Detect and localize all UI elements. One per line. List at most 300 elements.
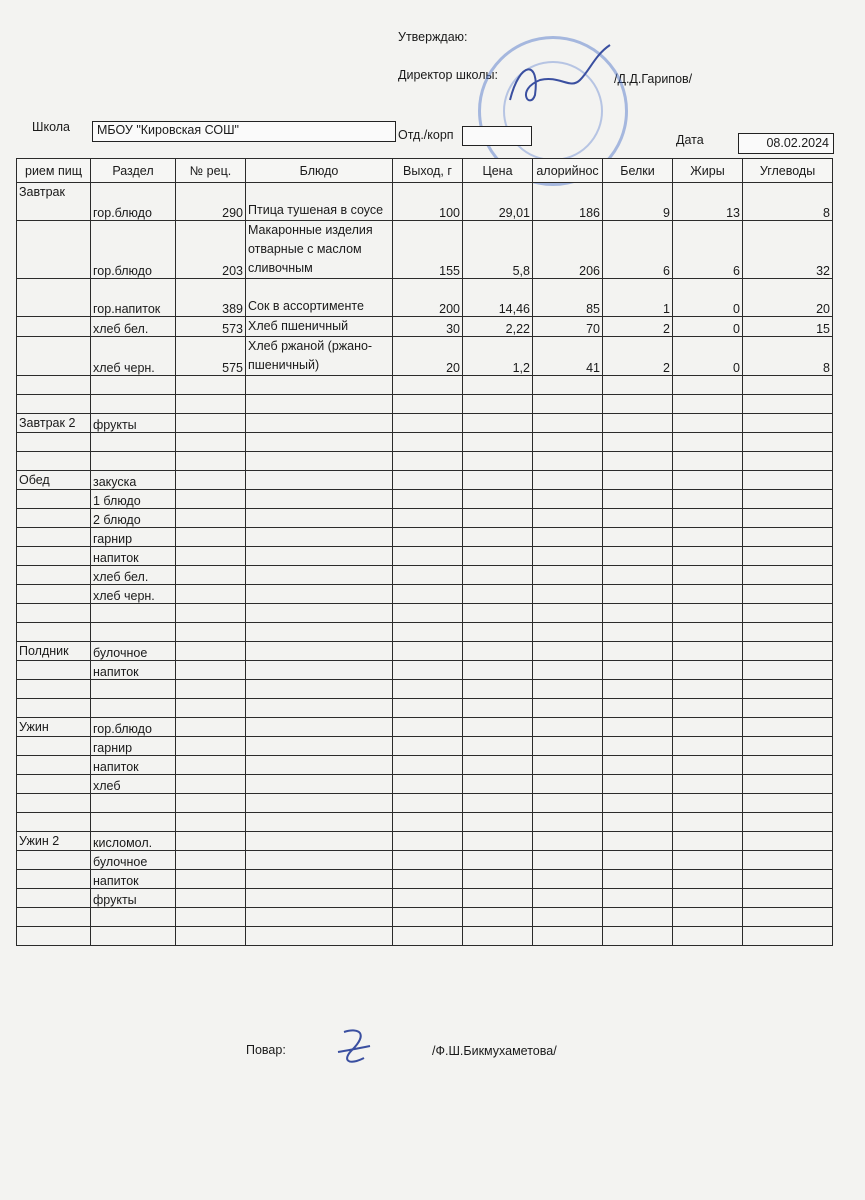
cell-dish [246,509,393,528]
cell-cal [533,642,603,661]
cell-fat [673,623,743,642]
cell-section [91,433,176,452]
table-row [17,813,833,832]
table-row [17,528,833,547]
cell-dish [246,813,393,832]
school-field [92,121,396,142]
cell-dish: Птица тушеная в соусе [246,183,393,221]
cell-prot [603,604,673,623]
dept-field [462,126,532,146]
cell-fat [673,775,743,794]
cell-prot: 2 [603,317,673,337]
cell-fat [673,927,743,946]
cell-rec [176,471,246,490]
cell-price [463,737,533,756]
cell-cal [533,775,603,794]
cell-fat: 13 [673,183,743,221]
cell-dish [246,718,393,737]
cell-price [463,642,533,661]
cell-prot [603,870,673,889]
cell-fat [673,870,743,889]
cell-meal [17,279,91,317]
cell-dish [246,927,393,946]
cell-price [463,395,533,414]
cell-fat [673,395,743,414]
cell-price [463,414,533,433]
cell-price [463,908,533,927]
cell-meal [17,376,91,395]
cell-carb [743,908,833,927]
cell-fat [673,471,743,490]
cell-section: хлеб черн. [91,337,176,376]
cell-section: гор.блюдо [91,183,176,221]
cell-cal [533,794,603,813]
cell-yield [393,547,463,566]
cell-carb: 8 [743,183,833,221]
cell-dish [246,642,393,661]
cell-section: булочное [91,851,176,870]
cell-meal: Полдник [17,642,91,661]
cell-yield [393,680,463,699]
cell-price [463,718,533,737]
cell-meal: Ужин [17,718,91,737]
cell-cal [533,376,603,395]
table-row [17,794,833,813]
table-row [17,908,833,927]
cell-yield: 200 [393,279,463,317]
col-section: Раздел [91,159,176,183]
cell-fat [673,813,743,832]
cell-rec: 290 [176,183,246,221]
cell-cal [533,547,603,566]
cell-prot [603,756,673,775]
cell-meal [17,623,91,642]
cell-meal [17,317,91,337]
cell-section: гарнир [91,737,176,756]
cell-price [463,699,533,718]
cell-dish [246,490,393,509]
cell-price [463,376,533,395]
table-row [17,889,833,908]
cell-yield [393,490,463,509]
cell-cal [533,585,603,604]
cell-price [463,661,533,680]
cell-fat: 0 [673,337,743,376]
cell-fat [673,851,743,870]
cell-price [463,471,533,490]
cell-carb [743,832,833,851]
cell-cal [533,718,603,737]
cell-section [91,794,176,813]
col-calories: алорийнос [533,159,603,183]
cell-rec: 573 [176,317,246,337]
table-row [17,452,833,471]
cell-yield: 155 [393,221,463,279]
cell-rec [176,509,246,528]
cell-price: 1,2 [463,337,533,376]
cell-yield [393,376,463,395]
school-label: Школа [32,120,70,134]
cell-fat [673,737,743,756]
table-row [17,718,833,737]
table-row [17,756,833,775]
cell-cal [533,433,603,452]
cell-section [91,680,176,699]
table-row [17,395,833,414]
cell-yield [393,604,463,623]
cell-rec [176,737,246,756]
cell-carb [743,528,833,547]
cell-prot [603,889,673,908]
cell-meal [17,813,91,832]
header-row [17,159,833,183]
cell-rec [176,908,246,927]
cell-cal [533,756,603,775]
cell-carb [743,889,833,908]
col-fats: Жиры [673,159,743,183]
cell-section: хлеб бел. [91,566,176,585]
cell-fat [673,604,743,623]
cell-cal [533,737,603,756]
cell-dish [246,528,393,547]
cell-cal [533,604,603,623]
cell-cal [533,889,603,908]
cell-carb [743,452,833,471]
cell-rec [176,832,246,851]
cell-price [463,794,533,813]
cell-yield [393,661,463,680]
table-row [17,376,833,395]
cell-prot [603,775,673,794]
cell-fat [673,794,743,813]
cell-dish [246,832,393,851]
menu-body [17,183,833,946]
cell-yield [393,585,463,604]
cell-price [463,889,533,908]
cell-yield [393,889,463,908]
table-row [17,737,833,756]
cell-carb [743,680,833,699]
cell-prot: 6 [603,221,673,279]
cell-carb: 15 [743,317,833,337]
col-price: Цена [463,159,533,183]
cell-section: гарнир [91,528,176,547]
cell-yield [393,756,463,775]
cell-price: 2,22 [463,317,533,337]
cell-rec [176,566,246,585]
cell-meal [17,528,91,547]
cell-section: гор.блюдо [91,718,176,737]
table-row [17,585,833,604]
cell-price [463,566,533,585]
cell-meal [17,490,91,509]
cell-carb [743,490,833,509]
cell-price [463,775,533,794]
cell-carb [743,376,833,395]
cell-prot [603,927,673,946]
cell-carb [743,813,833,832]
cell-dish [246,889,393,908]
cell-rec [176,623,246,642]
cell-fat [673,699,743,718]
cell-rec [176,851,246,870]
cell-carb: 8 [743,337,833,376]
cell-fat [673,756,743,775]
cell-rec [176,813,246,832]
cell-cal: 206 [533,221,603,279]
cell-cal [533,395,603,414]
cell-dish: Хлеб пшеничный [246,317,393,337]
cell-yield [393,395,463,414]
cell-meal [17,699,91,718]
cell-dish [246,604,393,623]
cell-section: кисломол. [91,832,176,851]
cell-rec [176,414,246,433]
cell-cal [533,528,603,547]
cell-meal [17,794,91,813]
cell-meal [17,851,91,870]
cell-meal: Завтрак 2 [17,414,91,433]
table-row [17,547,833,566]
cook-name: /Ф.Ш.Бикмухаметова/ [432,1044,557,1058]
cell-rec [176,642,246,661]
cell-meal [17,661,91,680]
cell-rec [176,661,246,680]
cell-price [463,851,533,870]
cell-price [463,813,533,832]
cell-fat [673,585,743,604]
cell-price [463,832,533,851]
director-label: Директор школы: [398,68,498,82]
cell-price [463,585,533,604]
cell-dish [246,870,393,889]
cell-meal: Ужин 2 [17,832,91,851]
table-row [17,471,833,490]
cell-fat [673,490,743,509]
cell-carb [743,927,833,946]
cell-meal [17,337,91,376]
cell-cal [533,661,603,680]
cell-fat [673,566,743,585]
cell-price [463,433,533,452]
cell-carb [743,566,833,585]
cell-prot [603,547,673,566]
table-row [17,183,833,221]
cell-prot [603,851,673,870]
cell-meal [17,889,91,908]
cell-prot [603,813,673,832]
cell-rec [176,376,246,395]
cell-price [463,680,533,699]
cell-yield [393,775,463,794]
cell-rec [176,604,246,623]
cell-dish [246,414,393,433]
cell-cal [533,699,603,718]
cell-prot [603,794,673,813]
cell-dish [246,452,393,471]
cell-dish [246,433,393,452]
table-row [17,623,833,642]
col-meal: рием пищ [17,159,91,183]
date-field [738,133,834,154]
col-dish: Блюдо [246,159,393,183]
table-row [17,927,833,946]
cell-section [91,699,176,718]
cell-yield [393,452,463,471]
cell-rec [176,547,246,566]
cell-prot: 1 [603,279,673,317]
cell-prot [603,661,673,680]
cell-dish [246,623,393,642]
cell-yield [393,528,463,547]
col-proteins: Белки [603,159,673,183]
cell-prot [603,737,673,756]
cell-cal [533,832,603,851]
cell-yield [393,851,463,870]
cell-dish [246,547,393,566]
cell-prot [603,908,673,927]
table-row [17,490,833,509]
cell-cal: 70 [533,317,603,337]
cell-rec [176,452,246,471]
cell-yield [393,471,463,490]
cell-prot: 2 [603,337,673,376]
table-row [17,414,833,433]
cell-dish [246,851,393,870]
table-row [17,680,833,699]
cell-prot [603,699,673,718]
cell-yield [393,509,463,528]
cell-rec: 389 [176,279,246,317]
cell-cal: 41 [533,337,603,376]
cell-prot [603,414,673,433]
table-row [17,221,833,279]
cell-prot [603,528,673,547]
cell-carb [743,794,833,813]
cell-yield [393,642,463,661]
col-yield: Выход, г [393,159,463,183]
cell-fat [673,509,743,528]
date-value: 08.02.2024 [766,136,829,150]
cell-prot [603,623,673,642]
cell-section: фрукты [91,414,176,433]
cell-meal [17,604,91,623]
cell-prot: 9 [603,183,673,221]
cell-yield [393,737,463,756]
cell-dish [246,756,393,775]
col-carbs: Углеводы [743,159,833,183]
cell-cal [533,813,603,832]
cell-carb [743,870,833,889]
cell-fat: 0 [673,279,743,317]
cell-rec [176,699,246,718]
cell-fat [673,718,743,737]
cell-fat [673,414,743,433]
cell-meal [17,908,91,927]
cell-rec [176,718,246,737]
cell-yield [393,813,463,832]
cell-rec [176,680,246,699]
cell-section [91,623,176,642]
cell-section [91,376,176,395]
cell-carb [743,623,833,642]
cell-prot [603,832,673,851]
table-row [17,775,833,794]
cell-cal [533,908,603,927]
cell-section: фрукты [91,889,176,908]
cell-cal: 85 [533,279,603,317]
cell-dish: Макаронные изделия отварные с маслом сливочным [246,221,393,279]
cell-yield: 30 [393,317,463,337]
cell-price [463,509,533,528]
cell-dish [246,680,393,699]
cell-carb [743,718,833,737]
cell-rec [176,528,246,547]
cell-rec [176,889,246,908]
cell-dish [246,395,393,414]
menu-table [16,158,833,946]
cell-dish [246,794,393,813]
cell-meal [17,680,91,699]
cook-label: Повар: [246,1043,286,1057]
cell-prot [603,642,673,661]
cell-yield [393,832,463,851]
cell-carb [743,509,833,528]
cell-cal [533,927,603,946]
cell-carb [743,737,833,756]
cell-yield [393,870,463,889]
cell-fat [673,889,743,908]
cell-cal [533,851,603,870]
cell-section: хлеб бел. [91,317,176,337]
cell-fat [673,680,743,699]
cell-meal [17,452,91,471]
cell-fat [673,908,743,927]
cell-fat [673,528,743,547]
cell-section: закуска [91,471,176,490]
cell-cal [533,509,603,528]
cell-cal [533,490,603,509]
cell-cal [533,452,603,471]
cell-rec [176,870,246,889]
cell-section [91,813,176,832]
table-row [17,509,833,528]
cell-fat [673,452,743,471]
table-row [17,699,833,718]
cook-signature [330,1022,380,1072]
cell-rec [176,585,246,604]
cell-carb [743,585,833,604]
cell-section: напиток [91,661,176,680]
cell-yield [393,718,463,737]
director-name: /Д.Д.Гарипов/ [614,72,693,86]
cell-rec: 575 [176,337,246,376]
cell-cal [533,680,603,699]
cell-meal [17,547,91,566]
cell-price: 14,46 [463,279,533,317]
cell-fat [673,376,743,395]
cell-section: напиток [91,756,176,775]
cell-rec [176,395,246,414]
cell-section: хлеб [91,775,176,794]
table-row [17,279,833,317]
cell-carb: 20 [743,279,833,317]
cell-rec [176,794,246,813]
cell-yield [393,414,463,433]
cell-prot [603,395,673,414]
cell-prot [603,566,673,585]
cell-prot [603,471,673,490]
